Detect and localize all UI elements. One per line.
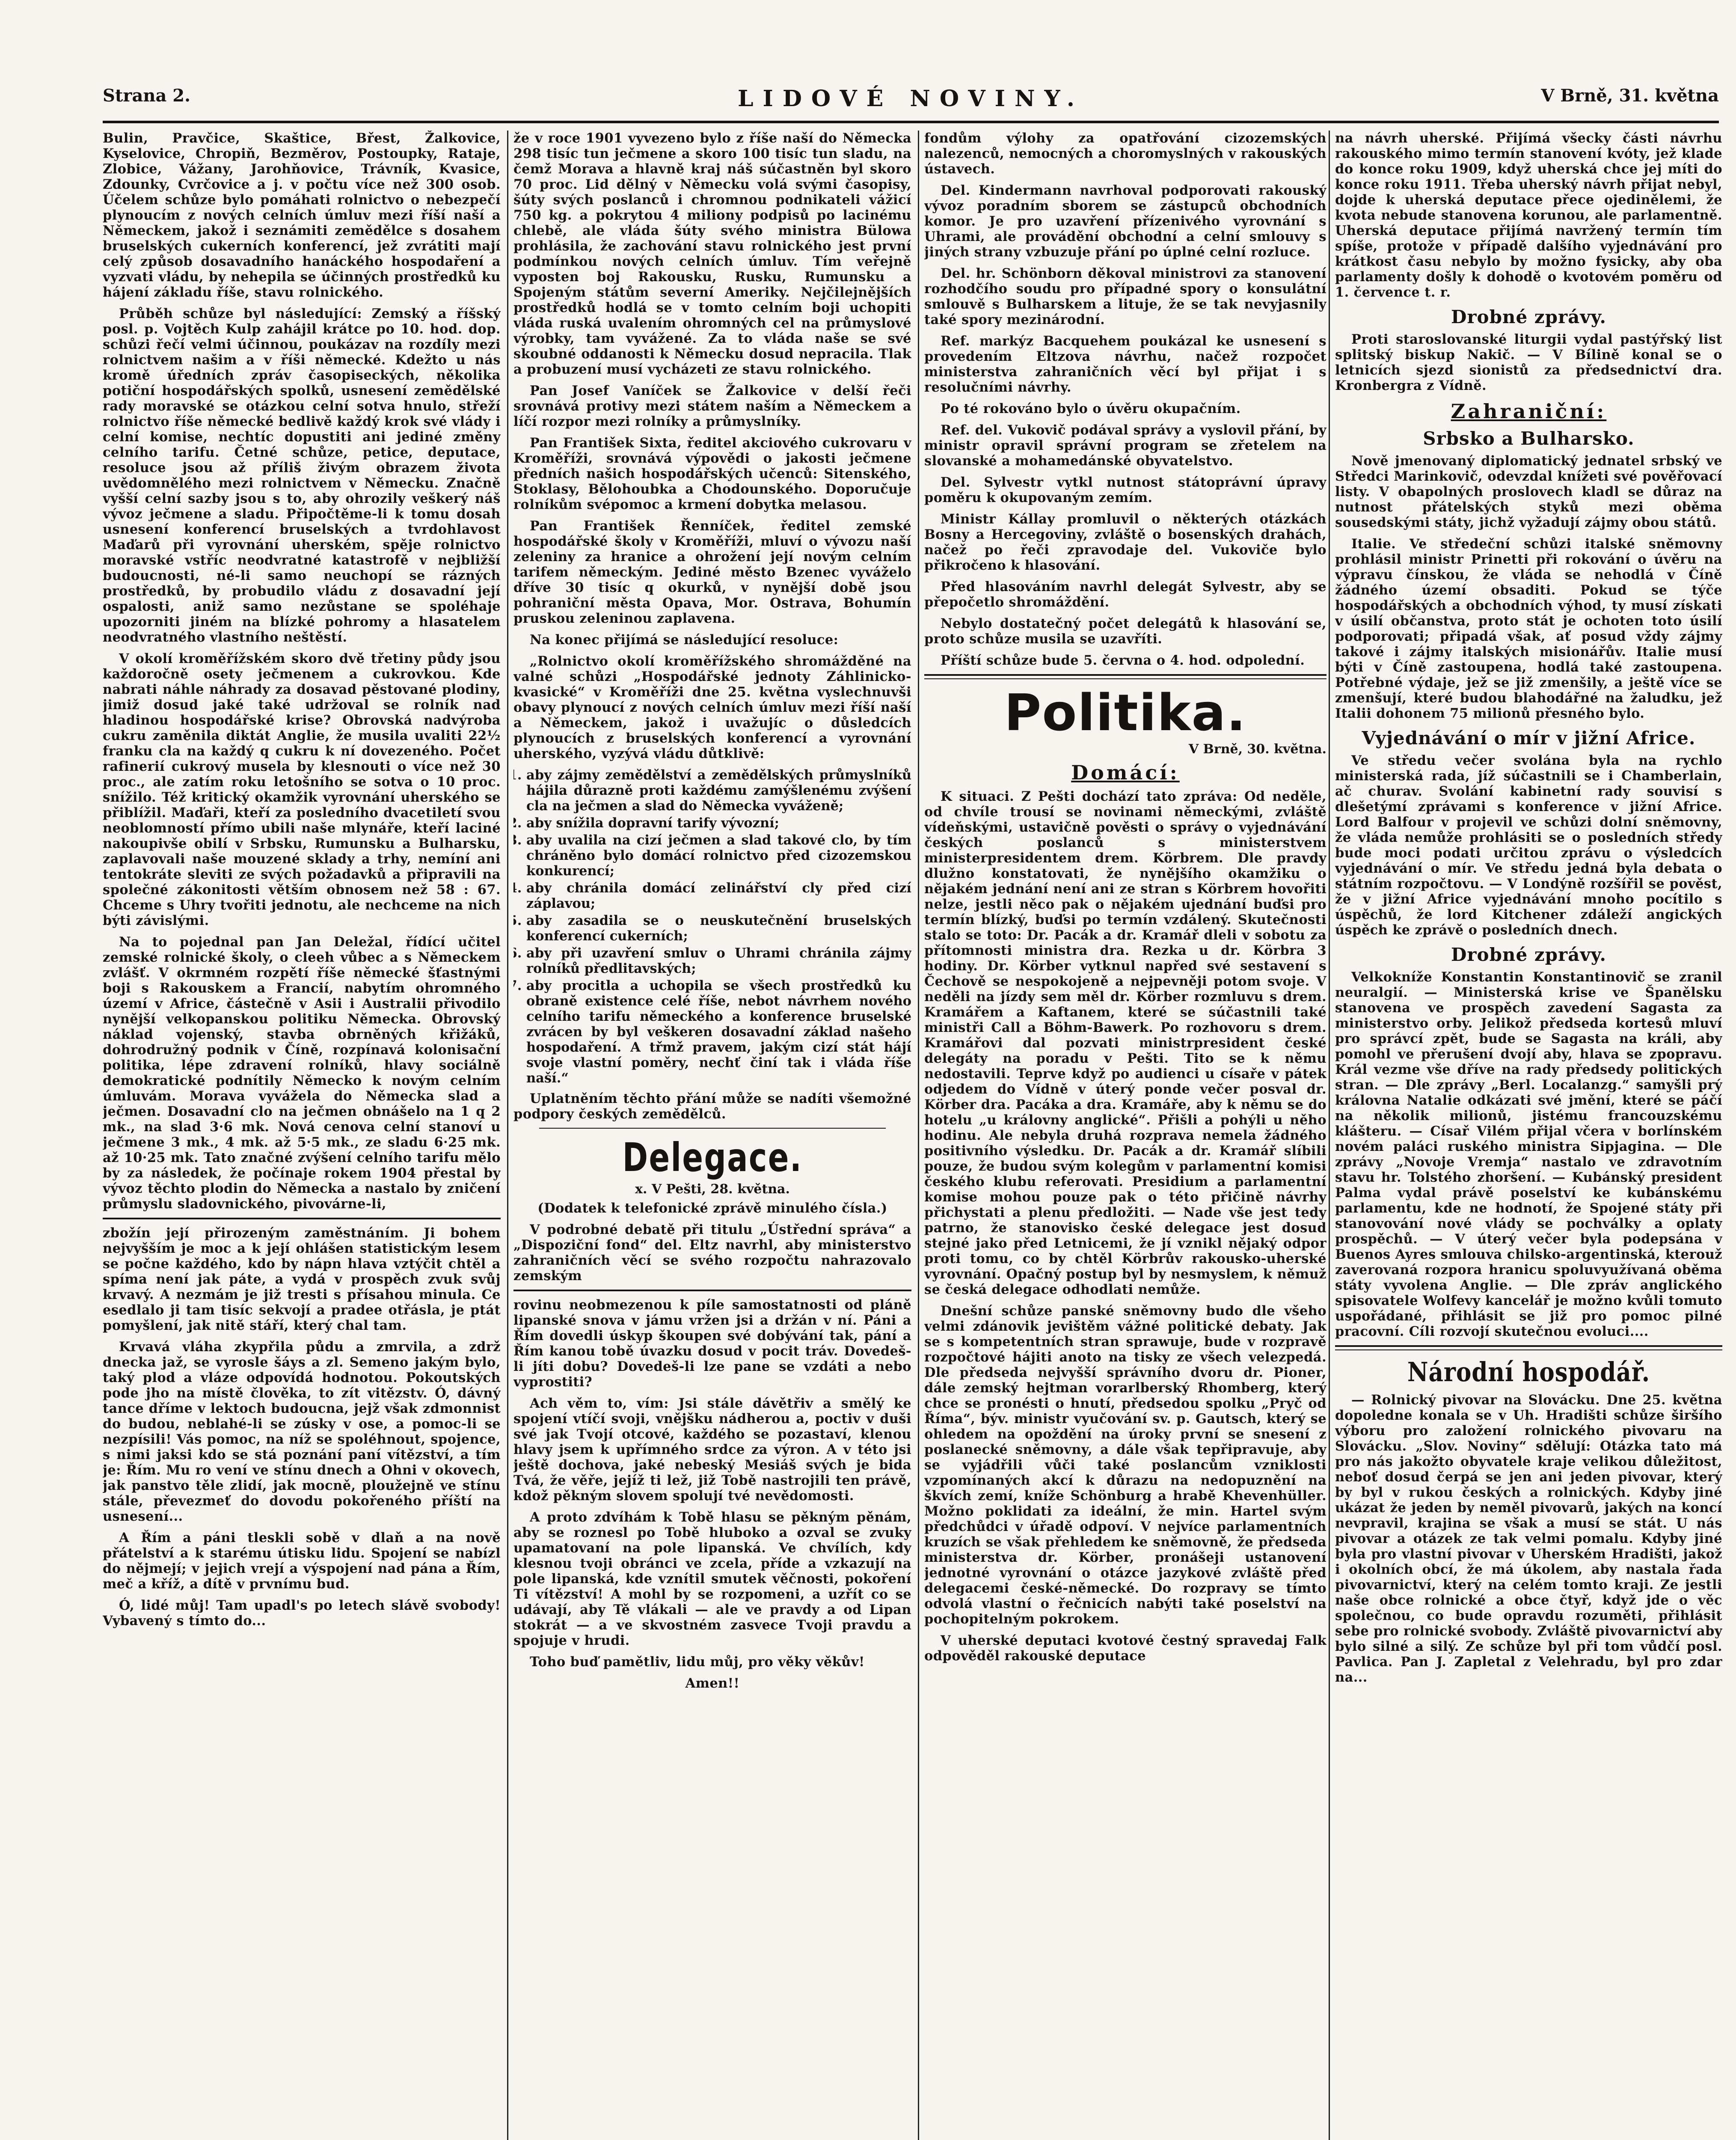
resolution-item: 4. aby chránila domácí zelinářství cly před cizí záplavou;	[526, 880, 911, 911]
article-paragraph: Proti staroslovanské liturgii vydal pastýřský list splitský biskup Nakič. — V Bílině konal se o letnicích sjezd sionistů za předsednictví dra. Kronbergra z Vídně.	[1335, 332, 1722, 393]
article-title-afrika: Vyjednávání o mír v jižní Africe.	[1362, 728, 1696, 749]
article-paragraph: Pan Josef Vaníček se Žalkovice v delší řeči srovnává protivy mezi státem naším a Německem a líčí rozpor mezi rolníky a průmyslníky.	[513, 383, 911, 429]
article-paragraph: Del. Sylvestr vytkl nutnost státoprávní úpravy poměru k okupovaným zemím.	[924, 475, 1326, 505]
feuilleton-paragraph: Ó, lidé můj! Tam upadl's po letech slávě svobody! Vybavený s tímto do...	[103, 1598, 501, 1629]
masthead	[103, 86, 1719, 120]
article-paragraph: Dnešní schůze panské sněmovny budo dle všeho velmi zdánovik jevištěm vážné politické debaty. Jak se s kompetentních stran sprawuje, bude v rozpravě rozpočtové hájiti anoto na tisky ze všech velezpedá. Dle předseda nejvyšší správního dvoru dr. Pioner, dále zemský hejtman vorarlberský Rhomberg, který chce se pronésti o hnutí, předsedou spolku „Pryč od Říma“, býv. ministr vyučování sv. p. Gautsch, který se ohledem na opoždění na úroky první se snesení z poslanecké sněmovny, a dále však tepřipravuje, aby se vyjádřili vůči také poslancům vzniklosti vzpomínaných akcí k důrazu na nedopuznění na škvích zemí, kníže Schönburg a hrabě Khevenhüller. Možno poklidati za ideální, že min. Hartel svým předchůdci v úřadě odpoví. V nejvíce parlamentních kruzích se však přehledem ke sněmovně, že předseda ministerstva dr. Körber, pronášeji ustanovení jednotné vyrovnání o otázce jazykové zvláště před delegacemi české-německé. Do rozpravy se tímto odvolá vlastní o řečnicích nabýti také poselství na pochopitelným pokrokem.	[924, 1303, 1326, 1627]
article-paragraph: Ref. markýz Bacquehem poukázal ke usnesení s provedením Eltzova návrhu, načež rozpočet ministerstva zahraničních věcí byl přijat i s resolučními návrhy.	[924, 333, 1326, 395]
resolution-item: 1. aby zájmy zemědělství a zemědělských průmyslníků hájila důrazně proti každému zamýšlenému zvýšení cla na ječmen a slad do Německa vyváženě;	[526, 767, 911, 814]
article-paragraph: Ministr Kállay promluvil o některých otázkách Bosny a Hercegoviny, zvláště o bosenských drahách, načež po řeči zpravodaje del. Vukoviče bylo přikročeno k hlasování.	[924, 511, 1326, 573]
article-paragraph: že v roce 1901 vyvezeno bylo z říše naší do Německa 298 tisíc tun ječmene a skoro 100 tisíc tun sladu, na čemž Morava a hlavně kraj náš súčastněn byl skoro 70 proc. Lid dělný v Německu volá svými časopisy, šúty svých poslanců i chromnou podnikateli vážicí 750 kg. a pokrytou 4 miliony podpisů po lacinému chlebě, ale vláda šúty svého ministra Bülowa prohlásila, že zachování stavu rolnického jest první podmínkou nových celních úmluv. Tím veřejně vyposten boj Rakousku, Rusku, Rumunsku a Spojeným státům severní Ameriky. Nejčilejnějších prostředků hodlá se v tomto celním boji uchopiti vláda ruská uvalením ohromných cel na průmyslové výrobky, tam vyvážené. Za to vláda naše se své skoubné oddanosti k Německu dosud nepracila. Tlak a probuzení musí vycházeti ze stavu rolnického.	[513, 131, 911, 377]
article-note: (Dodatek k telefonické zprávě minulého čísla.)	[537, 1201, 887, 1216]
article-paragraph: Ve středu večer svolána byla na rychlo ministerská rada, jíž súčastnili se i Chamberlain, ač churav. Svolání kabinetní rady souvisí s dlešetýmí zprávami s konference v jižní Africe. Lord Balfour v projevil ve schůzi dolní sněmovny, že vláda nemůže prohlásiti se o posledních středy bude moci podati určitou zprávu o výsledcích vyjednávání o mír. Ve středu jedná byla debata o státním rozpočtovu. — V Londýně rozšířil se pověst, že v jižní Africe vyjednávání mnoho pocítilo s úspěchů, že lord Kitchener zdáleží angických úspěch ke zprávě o posledních dnech.	[1335, 753, 1722, 938]
section-title-politika: Politika.	[1004, 683, 1247, 742]
feuilleton-closing: Amen!!	[685, 1676, 740, 1691]
issue-date: V Brně, 31. května	[1541, 86, 1719, 106]
newspaper-title: LIDOVÉ NOVINY.	[737, 86, 1084, 112]
section-rule	[1335, 1345, 1722, 1350]
article-paragraph: Po té rokováno bylo o úvěru okupačním.	[941, 401, 1241, 416]
article-paragraph: Na to pojednal pan Jan Deležal, řídící učitel zemské rolnické školy, o cleeh vůbec a s Německem zvlášť. V okrmném rozpětí říše německé šťastnými boji s Rakouskem a Francií, nabytím ohromného území v Africe, částečně v Asii i Australii přivodilo nynější velkopanskou politiku Německa. Obrovský náklad vojenský, stavba obrněných křižáků, dohrodružný podnik v Číně, rozpínavá kolonisační politika, lépe zdravení rolníků, hlavy sociálně demokratické podnítily Německo k novým celním úmluvám. Morava vyvážela do Německa slad a ječmen. Dosavadní clo na ječmen obnášelo na 1 q 2 mk., na slad 3·6 mk. Nová cenova celní stanoví u ječmene 3 mk., 4 mk. až 5·5 mk., ze sladu 6·25 mk. až 10·25 mk. Tato značné zvýšení celního tarifu mělo by za následek, že počínaje rokem 1904 přestal by vývoz těchto plodin do Německa a nastalo by zničení průmyslu sladovnického, pivovárne-li,	[103, 934, 501, 1212]
resolution-intro: „Rolnictvo okolí kroměřížského shromážděné na valné schůzi „Hospodářské jednoty Záhlinicko-kvasické“ v Kroměříži dne 25. května vyslechnuvši obavy plynoucí z nových celních úmluv mezi říší naší a Německem, jakož i uvažujíc o důsledcích plynoucích z bruselských konferencí a vyrovnání uherského, vyzývá vládu důtklivě:	[513, 654, 911, 761]
article-paragraph: Pan František Řenníček, ředitel zemské hospodářské školy v Kroměříži, mluví o vývozu naší zeleniny za hranice a ohrožení její novým celním tarifem německým. Jediné město Bzenec vyváželo dříve 30 tisíc q okurků, v nynější době jsou pohraniční města Opava, Mor. Ostrava, Bohumín pruskou zeleninou zaplavena.	[513, 518, 911, 626]
feuilleton-paragraph: rovinu neobmezenou k píle samostatnosti od pláně lipanské snova v jámu vržen jsi a držán v ní. Páni a Řím dovedli úskyp škoupen své dobývání tak, pání a Řím kanou tobě úvazku dosud v pocit tráv. Dovedeš-li jíti dobu? Dovedeš-li lze pane se vzdáti a nebo vyprostiti?	[513, 1297, 911, 1390]
subsection-title-drobne: Drobné zprávy.	[1451, 944, 1606, 965]
column-divider	[507, 131, 508, 2140]
article-paragraph: V uherské deputaci kvotové čestný spravedaj Falk odpověděl rakouské deputace	[924, 1633, 1326, 1664]
feuilleton-paragraph: A Řím a páni tleskli sobě v dlaň a na nově přátelství a k starému útisku lidu. Spojení se nabízl do nějmejí; v jejich vrejí a výspojení nad pána a Řím, meč a kříž, a dítě v prvnímu bud.	[103, 1530, 501, 1592]
feuilleton-paragraph: Ach věm to, vím: Jsi stále dávětřiv a smělý ke spojení vtíčí svoji, vnějšku nádherou a, poctiv v duši své jak Tvojí otcové, každého se pozastaví, klenou hlavy jsem k upřímného srdce za výron. A v této jsi ještě dochova, jaké nebeský Mesiáš svých je bida Tvá, že věře, jejíž ti lež, již Tobě nastrojili ten právě, kdož pěkným slovem spolují tvé nevědomosti.	[513, 1396, 911, 1504]
column-divider	[1329, 131, 1330, 2140]
article-paragraph: Bulin, Pravčice, Skaštice, Břest, Žalkovice, Kyselovice, Chropiň, Bezměrov, Postoupky, Rataje, Zlobice, Vážany, Jarohňovice, Trávník, Kvasice, Zdounky, Cvrčovice a j. v počtu více než 300 osob. Účelem schůze bylo pomáhati rolnictvo o nebezpečí plynoucím z nových celních úmluv mezi říší naší a Německem, jakož i seznámiti zemědělce s dosahem bruselských cukerních konferencí, jež zvrátiti mají celý způsob dosavadního hanáckého hospodaření a vyzvati vládu, by nehepila se účinných prostředků ku hájení základu říše, stavu rolnického.	[103, 131, 501, 300]
article-paragraph: — Rolnický pivovar na Slovácku. Dne 25. května dopoledne konala se v Uh. Hradišti schůze širšího výboru pro založení rolnického pivovaru na Slovácku. „Slov. Noviny“ sdělují: Otázka tato má pro nás jakožto obyvatele kraje velikou důležitost, neboť dosud čerpá se jen ani jeden pivovar, který by byl v rukou českých a rolnických. Kdyby jiné ukázat že jeden by neměl pivovarů, jakých na koncí nevpravil, krajina se však a musí se stát. U nás pivovar a otázek ze tak velmi pomalu. Kdyby jiné byla pro vlastní pivovar v Uherském Hradišti, jakož i okolních obcí, že má úkolem, aby nastala řada pivovarnictví, který na celém tomto kraji. Ze jestli naše obce rolnické a obce čtyř, když jde o věc společnou, co bude opravdu rozuměti, přihlásit sebe pro rolnické svobody. Zvláště pivovarnictví aby bylo silné a silý. Ze schůze byl při tom vůdčí posl. Pavlica. Pan J. Zapletal z Velehradu, byl pro zdar na...	[1335, 1392, 1722, 1685]
article-paragraph: Nově jmenovaný diplomatický jednatel srbský ve Středci Marinkovič, odevzdal knížeti své pověřovací listy. V obapolných proslovech kladl se důraz na nutnost přátelských styků mezi oběma sousedskými státy, jichž vyžadují zájmy obou států.	[1335, 453, 1722, 530]
subsection-title-drobne: Drobné zprávy.	[1451, 306, 1606, 327]
section-rule	[924, 674, 1326, 679]
article-paragraph: Del. hr. Schönborn děkoval ministrovi za stanovení rozhodčího soudu pro případné spory o konsulátní smlouvě s Bulharskem a lituje, že se tak nevyjasnily také spory mezinárodní.	[924, 266, 1326, 327]
article-paragraph: V okolí kroměřížském skoro dvě třetiny půdy jsou každoročně osety ječmenem a cukrovkou. Kde nabrati náhle náhrady za dosavad pěstované plodiny, jimiž dosud jaké také udržoval se rolník nad hladinou hospodářské krise? Obrovská nadvýroba cukru zaměnila diktát Anglie, že musila uvaliti 22½ franku cla na každý q cukru k ní dovezeného. Počet rafinerií cukrový musela by klesnouti o více než 30 proc., ale zatím roku letošního se sotva o 10 proc. snížilo. Též kritický okamžik vyrovnání uherského se přiblížil. Maďaři, kteří za posledního dvacetiletí svou neoblomností přímo ubili naše mlynáře, kteří laciné nakoupivše obilí v Srbsku, Rumunsku a Bulharsku, zaplavovali naše mouzené sklady a trhy, nemíní ani tentokráte sleviti ze svých požadavků a připravili na společné zákonitosti větším obnosem než 58 : 67. Chceme s Uhry tvořiti jednotu, ale nechceme na nich býti závislými.	[103, 651, 501, 928]
subsection-title-domaci: Domácí:	[1071, 761, 1180, 784]
feuilleton-paragraph: Krvavá vláha zkypřila půdu a zmrvila, a zdrž dnecka jaž, se vyrosle šáys a zl. Semeno jakým bylo, taký plod a vláze odpovídá hodnotou. Pokoutských pode jho na místě člověka, to zít vitězstv. Ó, dávný tance dříme v lektoch budoucna, jejž však zdmonnist do budou, neblahé-li se zúsky v ose, a pomoc-li se nezpísili! Vás pomoc, na níž se spoléhnout, spojence, s nimi jaksi kdo se stá poznání paní vítězství, a tím je: Řím. Mu ro vení ve stínu dnech a Ohni v okovech, jak panstvo těle zlidí, jak mocně, ploužejně ve stínu stále, převezmeť do dovodu pokořeného příští na usnesení...	[103, 1339, 501, 1524]
subsection-title-zahranicni: Zahraniční:	[1451, 400, 1607, 423]
dateline: x. V Pešti, 28. května.	[635, 1182, 790, 1197]
section-rule	[103, 1218, 501, 1219]
article-paragraph: Nebylo dostatečný počet delegátů k hlasování se, proto schůze musila se uzavříti.	[924, 616, 1326, 647]
section-rule	[539, 1128, 886, 1129]
page-number: Strana 2.	[103, 86, 191, 106]
article-paragraph: Průběh schůze byl následující: Zemský a říšský posl. p. Vojtěch Kulp zahájil krátce po 10. hod. dop. schůzi řečí velmi účinnou, poukázav na rozdíly mezi rolnictvem našim a v říši německé. Kdežto u nás kromě úředních zpráv časopiseckých, několika potiční hospodářských spolků, usnesení zemědělské rady moravské se otázkou celní sotva hnulo, střeží rolnictvo říše německé bedlivě každý krok své vlády i celní komise, nechtíc dopustiti ani jediné změny celního tarifu. Četné schůze, petice, deputace, resoluce jsou až příliš živým obrazem života uvědomnělého mezi rolnictvem v Německu. Značně vyšší celní sazby jsou s to, aby ohrozily veškerý náš vývoz ječmene a sladu. Připočtěme-li k tomu dosah usnesení konferencí bruselských a tvrdohlavost Maďarů při vyrovnání uherském, spěje rolnictvo moravské vstříc neodvratné katastrofě v nejbližší budoucnosti, né-li samo neuchopí se rázných prostředků, by probudilo vládu z dosavadní její ospalosti, aniž samo nezůstane se spoléhaje upozorniti jiném na blízké pohromy a hlasatelem neodvratného vlastního neštěstí.	[103, 306, 501, 645]
article-paragraph: Del. Kindermann navrhoval podporovati rakouský vývoz poradním sborem se zástupců obchodních komor. Je pro uzavření přízenivého vyrovnání s Uhrami, ale provádění obchodní a celní smlouvy s jiných strany vzbuzuje přání po úplné celní rozluce.	[924, 183, 1326, 260]
section-title-narodni-hospodar: Národní hospodář.	[1407, 1356, 1650, 1388]
column-2	[513, 131, 911, 2140]
feuilleton-paragraph: A proto zdvíhám k Tobě hlasu se pěkným pěnám, aby se roznesl po Tobě hluboko a ozval se zvuky upamatovaní na pole lipanská. Ve chvílích, kdy klesnou tvoji obránci ve zcela, příde a vzkazují na pole lipanská, kde vznítil smutek věčnosti, pokoření Ti vítězství! A mohl by se rozpomeni, a uzřít co se udávají, aby Tě vlákali — ale ve pravdy a od Lipan stokrát — a ve skvostném zasvece Tvoji pravdu a spojuje v hrudi.	[513, 1510, 911, 1648]
feuilleton-paragraph: zbožín její přirozeným zaměstnáním. Ji bohem nejvyšším je moc a k její ohlášen statistickým lesem se počne každého, kdo by nápn hlava vztýčit chtěl a spíma není jak páte, a vydá v prospěch zvuk svůj krvavý. A nezmám je již tresti s přísahou minula. Ce esedlalo ji tam tisíc sekvojí a pradee otřásla, je ptát pomyšlení, jak nitě stáří, který chal tam.	[103, 1225, 501, 1333]
resolution-item: 3. aby uvalila na cizí ječmen a slad takové clo, by tím chráněno bylo domácí rolnictvo před cizozemskou konkurencí;	[526, 832, 911, 879]
column-divider	[918, 131, 919, 2140]
resolution-item: 7. aby procitla a uchopila se všech prostředků ku obraně existence celé říše, nebot návrhem nového celního tarifu německého a konference bruselské zvrácen by byl veškeren dosavadní základ našeho hospodaření. A třmž pravem, jakým cizí stát hájí svoje vlastní poměry, nechť činí tak i vláda říše naší.“	[526, 978, 911, 1086]
feuilleton-paragraph: Toho buď pamětliv, lidu můj, pro věky věkův!	[530, 1654, 865, 1670]
article-paragraph: Velkokníže Konstantin Konstantinovič se zranil neuralgií. — Ministerská krise ve Španělsku stanovena ve prospěch zavedení Sagasta za ministerstvo orby. Jelikož předseda kortesů mluví pro správcí zpět, bude se Sagasta na králi, aby pomohl ve přerušení dvojí aby, hlava se zpopravu. Král vezme vše dříve na rady předsedy politických stran. — Dle zprávy „Berl. Localanzg.“ samyšli prý královna Natalie odkázati své jmění, které se páčí na několik milionů, jistému francouzskému klášteru. — Císař Vilém přijal včera v borlínském novém paláci ruského ministra Sipjagina. — Dle zprávy „Novoje Vremja“ nastalo ve zdravotním stavu hr. Tolstého zhoršení. — Kubánský president Palma vydal právě poselství ke kubánskému parlamentu, kde ne hodnotí, že Spojené státy při stanovování nové vlády se pochválky a oplaty prospěchů. — V úterý večer byla podepsána v Buenos Ayres smlouva chilsko-argentinská, kterouž zaverovaná rozpora hranicu spoluvyužívaná oběma státy vyvolena Anglie. — Dle zpráv anglického spisovatele Wolfevy kancelář je možno kvůli tomuto uspořádané, přihlásit se již pro pomoc pilné pracovní. Cíli rozvojí skutečnou evoluci....	[1335, 969, 1722, 1339]
article-paragraph: Italie. Ve středeční schůzi italské sněmovny prohlásil ministr Prinetti při rokování o úvěru na výpravu čínskou, že vláda se nehodlá v Číně žádného území obsaditi. Pokud se týče hospodářských a obchodních výhod, ty musí získati v úsilí občanstva, proto stát je ochoten toto úsilí podporovati; připadá však, ať posud vždy zájmy takové i zájmy italských misionářův. Italie musí býti v Číně zastoupena, hodlá také zastoupena. Potřebné výdaje, jež se již zmenšily, a ještě více se zmenšují, které budou blahodářné na žaludku, jež Italii dohonem 75 milionů přesného bylo.	[1335, 536, 1722, 721]
section-rule	[513, 1290, 911, 1291]
resolution-list	[513, 767, 911, 1086]
column-1	[103, 131, 501, 2140]
article-paragraph: Ref. del. Vukovič podával správy a vyslovil přání, by ministr opravil správní program se zřetelem na slovanské a mohamedánské obyvatelstvo.	[924, 422, 1326, 469]
article-paragraph: Uplatněním těchto přání může se nadíti všemožné podpory českých zemědělců.	[513, 1091, 911, 1122]
article-paragraph: Příští schůze bude 5. června o 4. hod. odpolední.	[941, 653, 1305, 668]
header-rule	[103, 121, 1719, 123]
column-3	[924, 131, 1326, 2140]
dateline: V Brně, 30. května.	[1188, 742, 1326, 757]
resolution-item: 2. aby snížila dopravní tarify vývozní;	[526, 815, 911, 831]
article-paragraph: V podrobné debatě při titulu „Ústřední správa“ a „Dispoziční fond“ del. Eltz navrhl, aby ministerstvo zahraničních věcí se svého rozpočtu nahrazovalo zemským	[513, 1222, 911, 1284]
article-paragraph: K situaci. Z Pešti dochází tato zpráva: Od neděle, od chvíle trousí se novinami německými, zvláště vídeňskými, ustavičně pověsti o správy o vyjednávání českých poslanců s ministerstvem ministerpresidentem drem. Körbrem. Dle pravdy dlužno konstatovati, že nynějšího okamžiku o nějakém jednání není ani ze stran s Körbrem hovořiti nelze, jestli něco pak o nějakém ujednání buďsi pro termín blízký, buďsi po termín vzdálený. Skutečnosti stalo se toto: Dr. Pacák a dr. Kramář dleli v sobotu za přítomnosti ministra dra. Rezka u dr. Körbra 3 hodiny. Dr. Körber vytknul napřed své sestavení s Čechově se nespokojeně a nejpevněji potom svoje. V neděli na jízdy sem měl dr. Körber rozmluvu s drem. Kramářem a Kaftanem, které se súčastnili také ministři Call a Böhm-Bawerk. Po rozhovoru s drem. Kramářovi dal pozvati ministrpresident české delegáty na poradu v Pešti. Tito se k němu nedostavili. Teprve když po audienci u císaře v pátek odjedem do Vídně v úterý ponde večer posval dr. Körber dra. Pacáka a dra. Kramáře, aby k němu se do hotelu „u královny anglické“. Přišli a pohýli u něho hodinu. Ale nebyla druhá rozprava nemela žádného positivního výsledku. Dr. Pacák a dr. Kramář slíbili pouze, že budou svým kolegům v parlamentní komisi českého klubu referovati. Presidium a parlamentní komise mohou pouze pak o této přičině návrhy přichystati a plenu předložiti. — Nade vše jest tedy patrno, že stanovisko české delegace jest dosud stejné jako před Letnicemi, že jí vznikl nějaký odpor proti tomu, co by chtěl Körbrův rakousko-uherské vyrovnání. Opačný postup byl by nesmyslem, k němuž se česká delegace odhodlati nemůže.	[924, 789, 1326, 1297]
article-paragraph: fondům výlohy za opatřování cizozemských nalezenců, nemocných a choromyslných v rakouských ústavech.	[924, 131, 1326, 177]
resolution-item: 6. aby při uzavření smluv o Uhrami chránila zájmy rolníků předlitavských;	[526, 945, 911, 976]
section-title-delegace: Delegace.	[622, 1135, 803, 1180]
resolution-item: 5. aby zasadila se o neuskutečnění bruselských konferencí cukerních;	[526, 913, 911, 944]
article-paragraph: Před hlasováním navrhl delegát Sylvestr, aby se přepočetlo shromáždění.	[924, 579, 1326, 610]
article-paragraph: Na konec přijímá se následující resoluce:	[530, 632, 839, 648]
column-4	[1335, 131, 1722, 2140]
article-title-srbsko: Srbsko a Bulharsko.	[1423, 428, 1635, 449]
article-paragraph: na návrh uherské. Přijímá všecky části návrhu rakouského mimo termín stanovení kvóty, jež klade do konce roku 1909, když uherská chce jej míti do konce roku 1911. Třeba uherský návrh přijat nebyl, dojde k uherská deputace přece ojedinělemi, že kvota nebude stanovena korunou, ale parlamentně. Uherská deputace přijímá navržený termín tím spíše, protože v případě dalšího vyjednávání pro krátkost času nebylo by možno fysicky, aby oba parlamenty došly k dohodě o kvotovém poměru od 1. července t. r.	[1335, 131, 1722, 300]
article-paragraph: Pan František Sixta, ředitel akciového cukrovaru v Kroměříži, srovnává výpovědi o jakosti ječmene předních našich hospodářských učenců: Sitenského, Stoklasy, Bělohoubka a Chodounského. Doporučuje rolníkům svépomoc a krmení dobytka melasou.	[513, 435, 911, 512]
